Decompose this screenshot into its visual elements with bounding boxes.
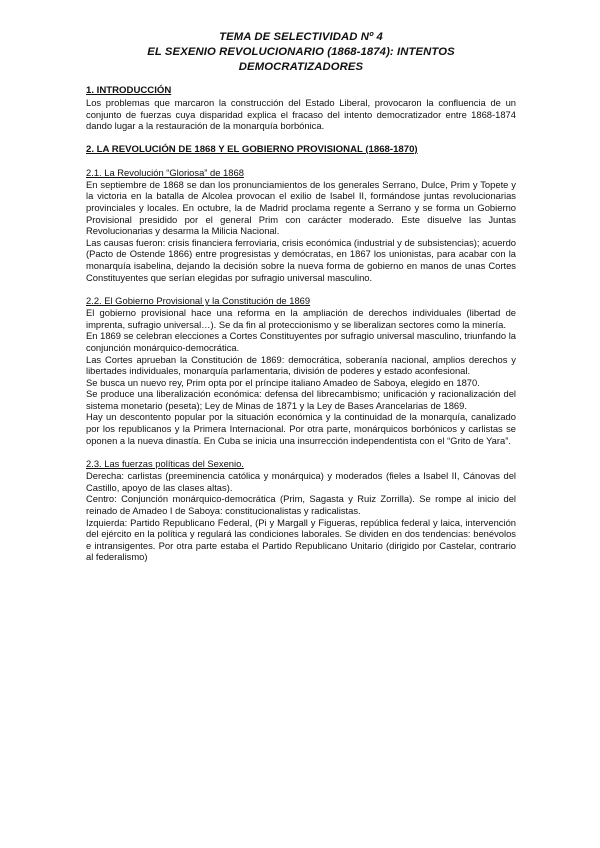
title-line-3: DEMOCRATIZADORES	[238, 61, 364, 73]
intro-paragraph: Los problemas que marcaron la construcción del Estado Liberal, provocaron la confluencia de un conjunto de fuerzas cuya disparidad explica el fracaso del intento democratizador entre 1868-1874 dando lugar a la restauración de la monarquía borbónica.	[86, 97, 516, 132]
title-line-1: TEMA DE SELECTIVIDAD Nº 4	[219, 31, 383, 43]
paragraph-2-1-b: Las causas fueron: crisis financiera ferroviaria, crisis económica (industrial y de subsistencias); acuerdo (Pacto de Ostende 1866) entre progresistas y demócratas, en 1867 los unionistas, para acabar con la monarquía isabelina, dejando la decisión sobre la nueva forma de gobierno en manos de unas Cortes Constituyentes que serían elegidas por sufragio universal masculino.	[86, 236, 516, 283]
subsection-2-3-heading: 2.3. Las fuerzas políticas del Sexenio.	[86, 458, 244, 470]
paragraph-2-2-e: Se produce una liberalización económica: defensa del librecambismo; unificación y racionalización del sistema monetario (peseta); Ley de Minas de 1871 y la Ley de Bases Arancelarias de 1869.	[86, 388, 516, 411]
subsection-2-2-heading: 2.2. El Gobierno Provisional y la Constitución de 1869	[86, 295, 311, 307]
paragraph-2-2-f: Hay un descontento popular por la situación económica y la continuidad de la monarquía, canalizado por los republicanos y la Primera Internacional. Por otra parte, monárquicos borbónicos y carlistas se oponen a la nueva dinastía. En Cuba se inicia una insurrección independentista con el “Grito de Yara”.	[86, 411, 516, 446]
subsection-2-1-heading: 2.1. La Revolución “Gloriosa” de 1868	[86, 166, 244, 178]
intro-heading: 1. INTRODUCCIÓN	[86, 85, 172, 96]
title-line-2: EL SEXENIO REVOLUCIONARIO (1868-1874): INTENTOS	[147, 46, 455, 58]
paragraph-2-2-a: El gobierno provisional hace una reforma en la ampliación de derechos individuales (libertad de imprenta, sufragio universal…). Se da fin al proteccionismo y se liberalizan sectores como la minería.	[86, 307, 516, 330]
paragraph-2-3-c: Izquierda: Partido Republicano Federal, (Pi y Margall y Figueras, república federal y laica, intervención del ejército en la política y regulará las condiciones laborales. Se dividen en dos tendencias: benévolos e intransigentes. Por otra parte estaba el Partido Republicano Unitario (dirigido por Castelar, contrario al federalismo)	[86, 516, 516, 563]
document-title	[86, 30, 516, 75]
paragraph-2-2-b: En 1869 se celebran elecciones a Cortes Constituyentes por sufragio universal masculino, triunfando la conjunción monárquico-democrática.	[86, 330, 516, 353]
paragraph-2-2-d: Se busca un nuevo rey, Prim opta por el príncipe italiano Amadeo de Saboya, elegido en 1870.	[86, 376, 480, 388]
paragraph-2-3-b: Centro: Conjunción monárquico-democrática (Prim, Sagasta y Ruiz Zorrilla). Se rompe al inicio del reinado de Amadeo I de Saboya: constitucionalistas y radicalistas.	[86, 493, 516, 517]
paragraph-2-3-a: Derecha: carlistas (preeminencia católica y monárquica) y moderados (fieles a Isabel II, Cánovas del Castillo, apoyo de las clases altas).	[86, 470, 516, 493]
section-2-heading: 2. LA REVOLUCIÓN DE 1868 Y EL GOBIERNO PROVISIONAL (1868-1870)	[86, 143, 418, 155]
paragraph-2-2-c: Las Cortes aprueban la Constitución de 1869: democrática, soberanía nacional, amplios derechos y libertades individuales, monarquía parlamentaria, división de poderes y estado aconfesional.	[86, 353, 516, 377]
paragraph-2-1-a: En septiembre de 1868 se dan los pronunciamientos de los generales Serrano, Dulce, Prim y Topete y la victoria en la batalla de Alcolea provocan el exilio de Isabel II, formándose juntas revolucionarias provinciales y locales. En octubre, la de Madrid proclama regente a Serrano y se forma un Gobierno Provisional presidido por el general Prim con carácter moderado. Este disuelve las Juntas Revolucionarias y desarma la Milicia Nacional.	[86, 178, 516, 237]
document-page	[86, 30, 516, 563]
